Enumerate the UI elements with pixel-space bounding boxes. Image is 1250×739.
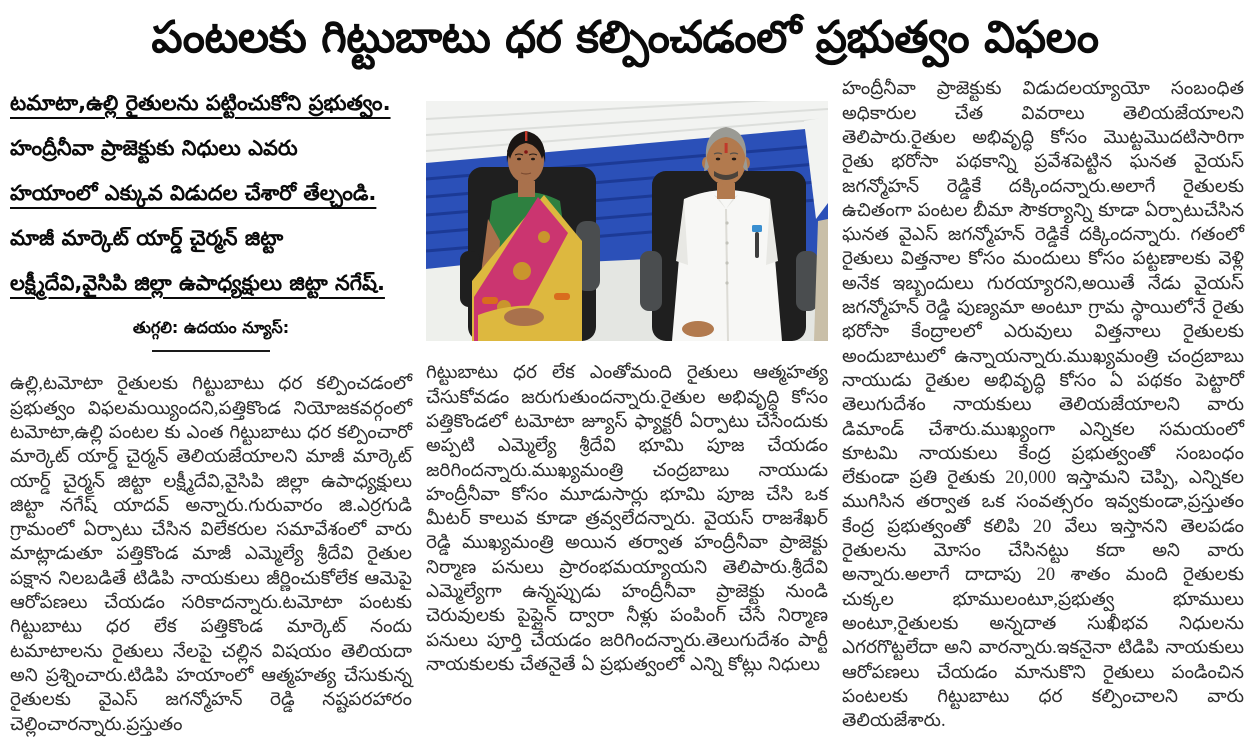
byline: తుగ్గలి: ఉదయం న్యూస్:: [132, 318, 290, 338]
lede-line-1: టమాటా,ఉల్లి రైతులను పట్టించుకోని ప్రభుత్వం.: [10, 91, 391, 116]
lede-line-3: హయాంలో ఎక్కువ విడుదల చేశారో తేల్చండి.: [10, 181, 377, 206]
body-text-left: ఉల్లి,టమోటా రైతులకు గిట్టుబాటు ధర కల్పించడంలో ప్రభుత్వం విఫలమయ్యిందని,పత్తికొండ నియోజకవర్గంలో టమోటా,ఉల్లి పంటల కు ఎంత గిట్టుబాటు ధర కల్పించారో మార్కెట్ యార్డ్ చైర్మన్ తెలియజేయాలని మాజీ మార్కెట్ యార్డ్ చైర్మన్ జిట్టా లక్ష్మీదేవి,వైసిపి జిల్లా ఉపాధ్యక్షులు జిట్టా నగేష్ యాదవ్ అన్నారు.గురువారం జి.ఎర్రగుడి గ్రామంలో ఏర్పాటు చేసిన విలేకరుల సమావేశంలో వారు మాట్లాడుతూ పత్తికొండ మాజీ ఎమ్మెల్యే శ్రీదేవి రైతుల పక్షాన నిలబడితే టిడిపి నాయకులు జీర్ణించుకోలేక ఆమెపై ఆరోపణలు చేయడం సరికాదన్నారు.టమోటా పంటకు గిట్టుబాటు ధర లేక పత్తికొండ మార్కెట్ నందు టమాటాలను రైతులు నేలపై చల్లిన విషయం తెలియదా అని ప్రశ్నించారు.టిడిపి హయాంలో ఆత్మహత్య చేసుకున్న రైతులకు వైఎస్ జగన్మోహన్ రెడ్డి నష్టపరహారం చెల్లించారన్నారు.ప్రస్తుతం: [10, 374, 412, 735]
news-photo-illustration: [426, 101, 828, 341]
news-photo: [426, 101, 828, 341]
body-text-right: హంద్రీనీవా ప్రాజెక్టుకు విడుదలయ్యాయో సంబంధిత అధికారుల చేత వివరాలు తెలియజేయాలని తెలిపారు.రైతుల అభివృద్ధి కోసం మొట్టమొదటిసారిగా రైతు భరోసా పథకాన్ని ప్రవేశపెట్టిన ఘనత వైయస్ జగన్మోహన్ రెడ్డికే దక్కిందన్నారు.అలాగే రైతులకు ఉచితంగా పంటల బీమా సౌకర్యాన్ని కూడా ఏర్పాటుచేసిన ఘనత వైఎస్ జగన్మోహన్ రెడ్డికే దక్కిందన్నారు. గతంలో రైతులు విత్తనాల కోసం మందులు కోసం పట్టణాలకు వెళ్లి అనేక ఇబ్బందులు గురయ్యారని,అయితే నేడు వైయస్ జగన్మోహన్ రెడ్డి పుణ్యమా అంటూ గ్రామ స్థాయిలోనే రైతు భరోసా కేంద్రాలలో ఎరువులు విత్తనాలు రైతులకు అందుబాటులో ఉన్నాయన్నారు.ముఖ్యమంత్రి చంద్రబాబు నాయుడు రైతుల అభివృద్ధి కోసం ఏ పథకం పెట్టారో తెలుగుదేశం నాయకులు తెలియజేయాలని వారు డిమాండ్ చేశారు.ముఖ్యంగా ఎన్నికల సమయంలో కూటమి నాయకులు కేంద్ర ప్రభుత్వంతో సంబంధం లేకుండా ప్రతి రైతుకు 20,000 ఇస్తామని చెప్పి, ఎన్నికల ముగిసిన తర్వాత ఒక సంవత్సరం ఇవ్వకుండా,ప్రస్తుతం కేంద్ర ప్రభుత్వంతో కలిపి 20 వేలు ఇస్తానని తెలపడం రైతులను మోసం చేసినట్టు కదా అని వారు అన్నారు.అలాగే దాదాపు 20 శాతం మంది రైతులకు చుక్కల భూములంటూ,ప్రభుత్వ భూములు అంటూ,రైతులకు అన్నదాత సుఖీభవ నిధులను ఎగరగొట్టలేదా అని వారన్నారు.ఇకనైనా టిడిపి నాయకులు ఆరోపణలు చేయడం మానుకొని రైతులు పండించిన పంటలకు గిట్టుబాటు ధర కల్పించాలని వారు తెలియజేశారు.: [842, 79, 1244, 732]
byline-rule: [152, 350, 270, 352]
article-column-left: [10, 73, 412, 736]
lede-line-2: హంద్రీనీవా ప్రాజెక్టుకు నిధులు ఎవరు: [10, 136, 298, 161]
article-column-right: [842, 73, 1244, 736]
lede-line-5: లక్ష్మీదేవి,వైసిపి జిల్లా ఉపాధ్యక్షులు జిట్టా నగేష్.: [10, 271, 385, 296]
article-headline: పంటలకు గిట్టుబాటు ధర కల్పించడంలో ప్రభుత్వం విఫలం: [151, 12, 1099, 63]
lede-line-4: మాజీ మార్కెట్ యార్డ్ చైర్మన్ జిట్టా: [10, 226, 284, 251]
article-column-middle: [426, 73, 828, 736]
body-text-middle: గిట్టుబాటు ధర లేక ఎంతోమంది రైతులు ఆత్మహత్య చేసుకోవడం జరుగుతుందన్నారు.రైతుల అభివృద్ధి కోసం పత్తికొండలో టమోటా జ్యూస్ ఫ్యాక్టరీ ఏర్పాటు చేసేందుకు అప్పటి ఎమ్మెల్యే శ్రీదేవి భూమి పూజ చేయడం జరిగిందన్నారు.ముఖ్యమంత్రి చంద్రబాబు నాయుడు హంద్రీనీవా కోసం మూడుసార్లు భూమి పూజ చేసి ఒక మీటర్ కాలువ కూడా త్రవ్వలేదన్నారు. వైయస్ రాజశేఖర్ రెడ్డి ముఖ్యమంత్రి అయిన తర్వాత హంద్రీనీవా ప్రాజెక్టు నిర్మాణ పనులు ప్రారంభమయ్యాయని తెలిపారు.శ్రీదేవి ఎమ్మెల్యేగా ఉన్నప్పుడు హంద్రీనీవా ప్రాజెక్టు నుండి చెరువులకు పైప్లైన్ ద్వారా నీళ్లు పంపింగ్ చేసే నిర్మాణ పనులు పూర్తి చేయడం జరిగిందన్నారు.తెలుగుదేశం పార్టీ నాయకులకు చేతనైతే ఏ ప్రభుత్వంలో ఎన్ని కోట్లు నిధులు: [426, 363, 828, 675]
lede-block: [10, 81, 412, 352]
article-content: [0, 67, 1250, 736]
